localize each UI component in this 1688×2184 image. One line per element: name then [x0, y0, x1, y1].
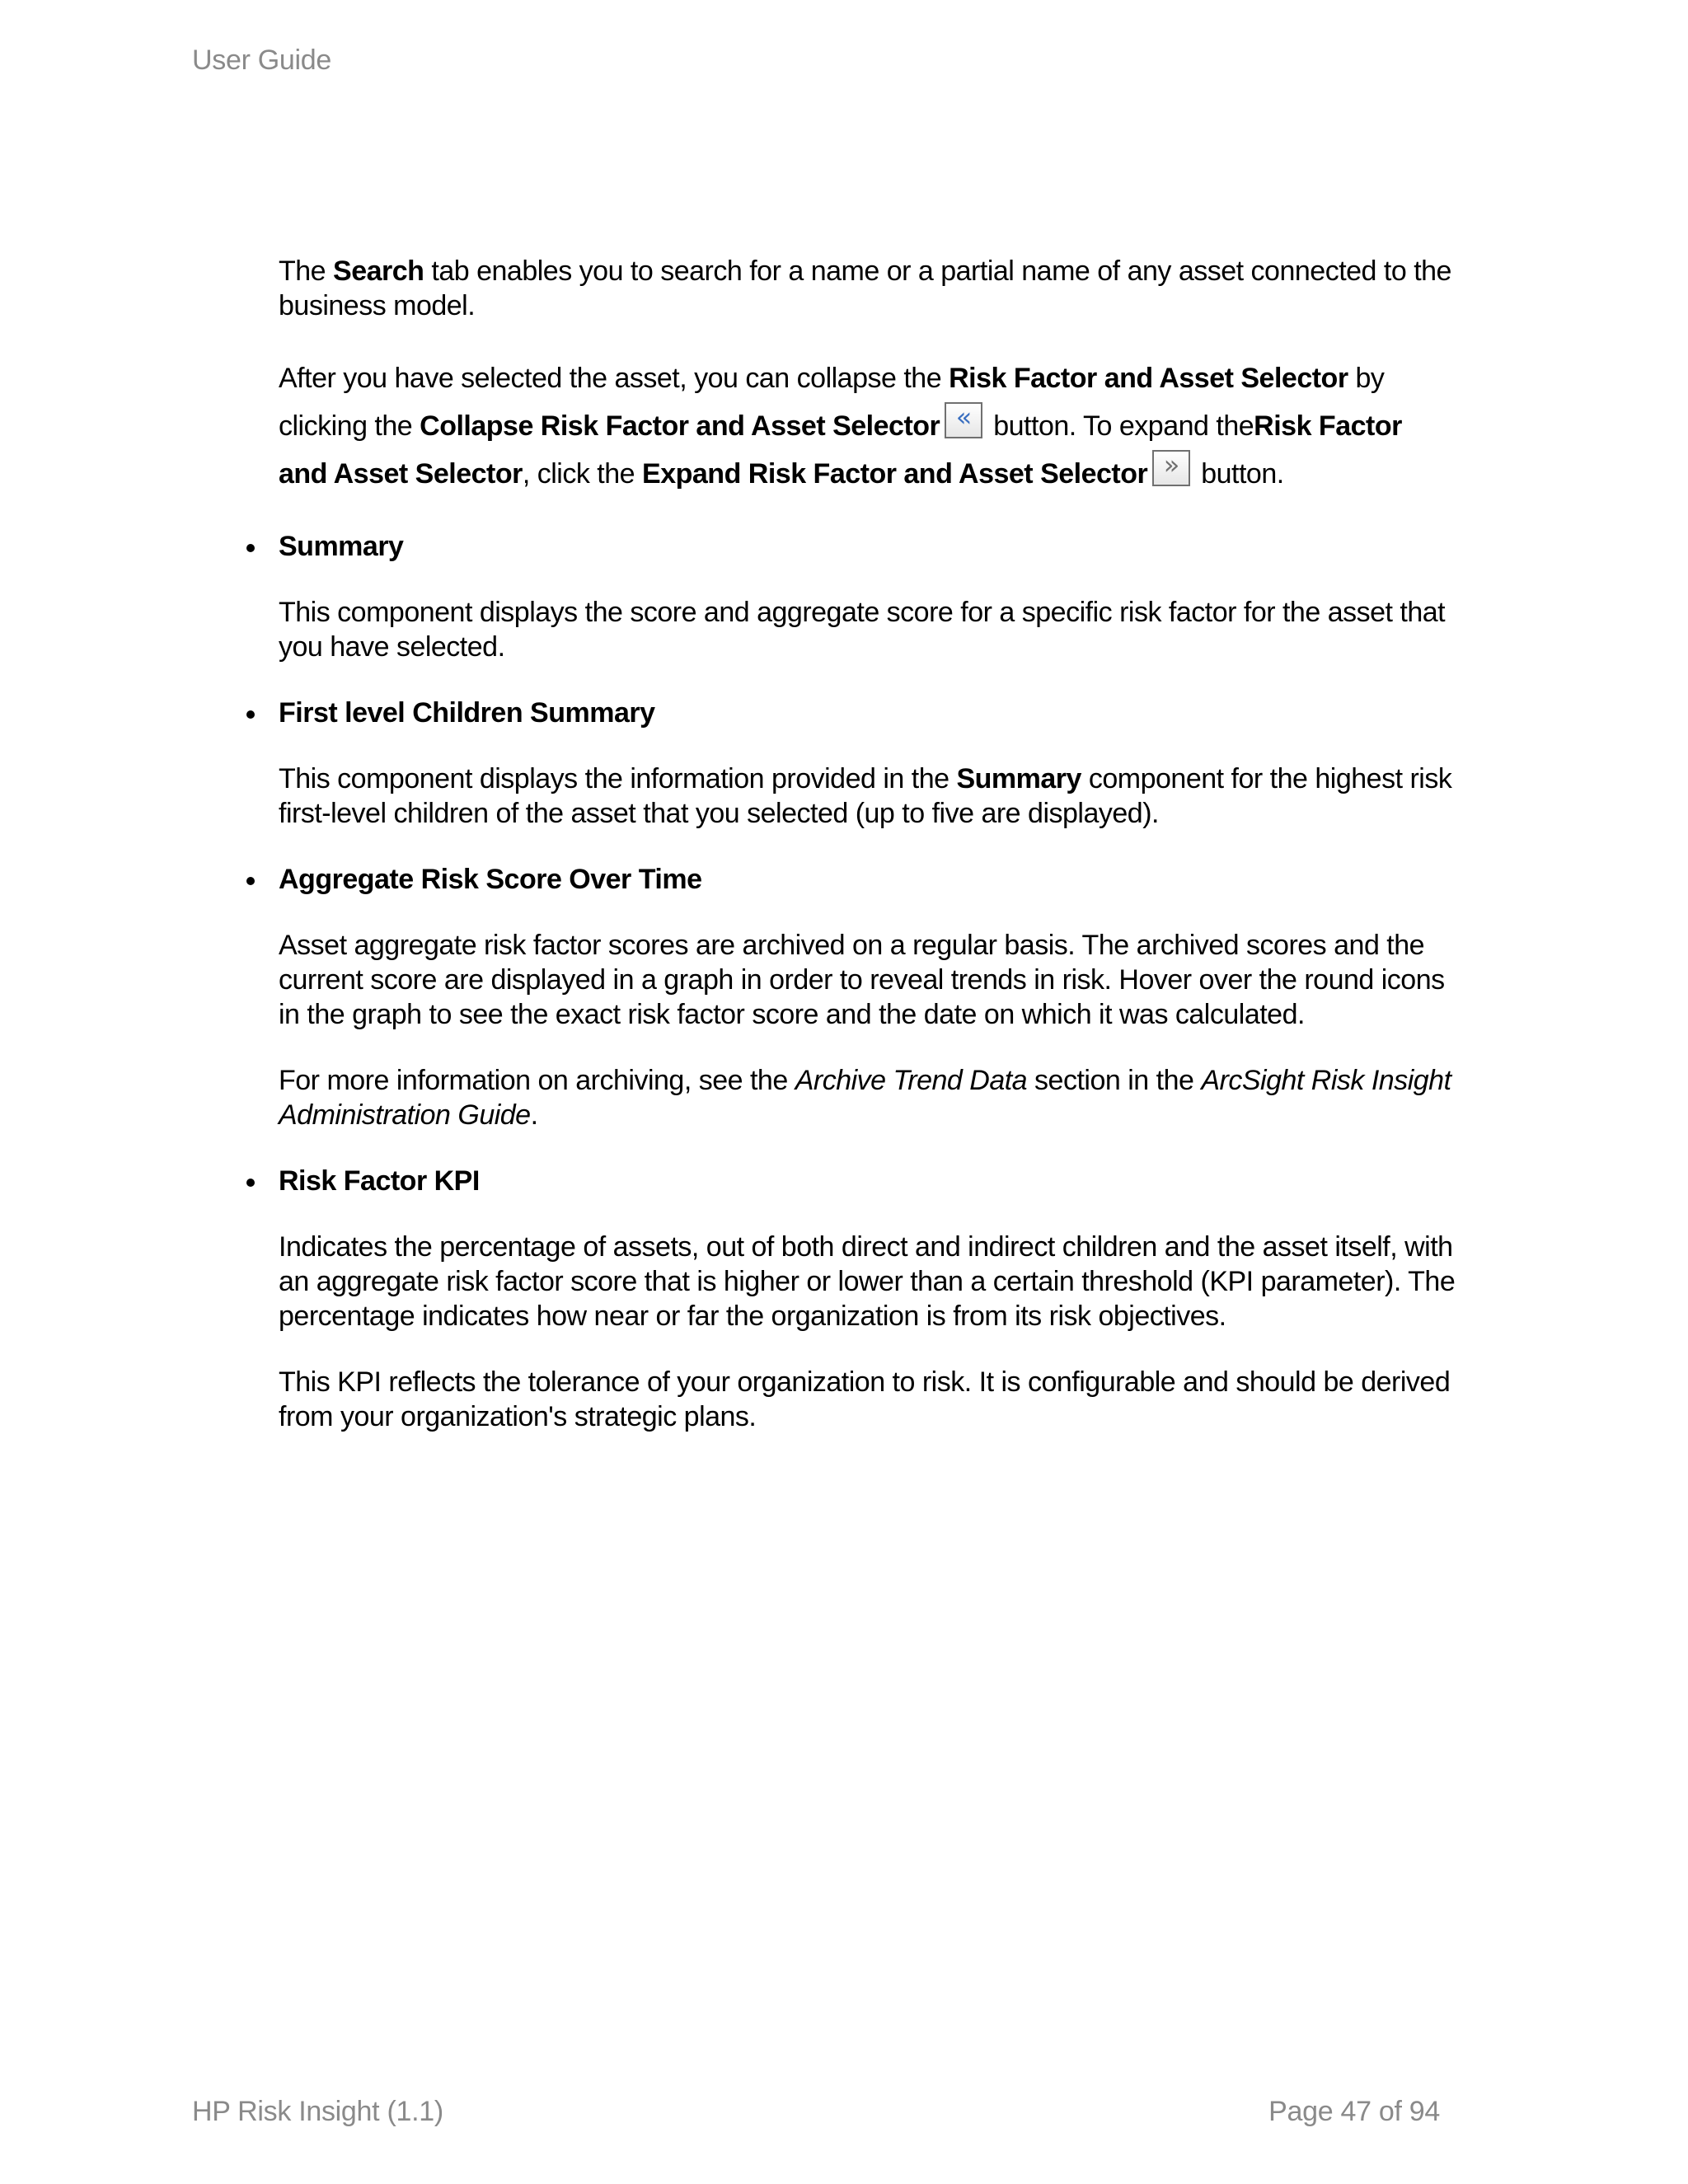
text: button.: [1193, 458, 1284, 490]
aggregate-paragraph: Asset aggregate risk factor scores are archived on a regular basis. The archived scores and the current score are displayed in a graph in order to reveal trends in risk. Hover over the round icons in the graph to see the exact risk factor score and the date on which it was calculated.: [279, 930, 1445, 1030]
bullet-summary: [279, 529, 1457, 564]
text: After you have selected the asset, you can collapse the: [279, 363, 950, 394]
bold-term: Expand Risk Factor and Asset Selector: [642, 458, 1148, 490]
text: by clicking the: [279, 363, 1385, 442]
text: button. To expand the: [986, 410, 1254, 442]
bullet-dot-icon: [246, 710, 255, 719]
document-body: [279, 254, 1457, 1465]
bullet-first-level-children: [279, 696, 1457, 730]
text: This component displays the information provided in the: [279, 763, 957, 794]
double-chevron-right-icon: »: [1163, 449, 1179, 480]
footer-page-number: Page 47 of 94: [1268, 2096, 1440, 2127]
footer-product: HP Risk Insight (1.1): [192, 2096, 443, 2127]
text: section in the: [1027, 1065, 1202, 1096]
bullet-heading: Risk Factor KPI: [279, 1165, 480, 1197]
text: , click the: [522, 458, 643, 490]
bullet-dot-icon: [246, 877, 255, 885]
collapse-selector-icon: [945, 402, 982, 438]
bold-term: Search: [333, 255, 424, 287]
double-chevron-left-icon: «: [955, 401, 972, 433]
bullet-dot-icon: [246, 1179, 255, 1187]
summary-paragraph: This component displays the score and aggregate score for a specific risk factor for the asset that you have selected.: [279, 597, 1446, 663]
italic-reference: ArcSight Risk Insight Administration Guide: [279, 1065, 1451, 1131]
text: tab enables you to search for a name or a partial name of any asset connected to the business model.: [279, 255, 1451, 321]
bold-term: Risk Factor and Asset Selector: [279, 410, 1402, 490]
bullet-risk-factor-kpi: [279, 1164, 1457, 1198]
bullet-heading: First level Children Summary: [279, 697, 655, 729]
bold-term: Summary: [956, 763, 1081, 794]
children-paragraph: [279, 762, 1457, 831]
bullet-heading: Summary: [279, 531, 404, 562]
bullet-aggregate-risk: [279, 862, 1457, 897]
text: The: [279, 255, 334, 287]
collapse-paragraph: [279, 354, 1457, 498]
running-header: User Guide: [192, 45, 331, 76]
text: For more information on archiving, see the: [279, 1065, 795, 1096]
expand-selector-icon: [1152, 450, 1190, 486]
italic-reference: Archive Trend Data: [795, 1065, 1028, 1096]
text: component for the highest risk first-level children of the asset that you selected (up to five are displayed).: [279, 763, 1452, 829]
kpi-paragraph-1: Indicates the percentage of assets, out of both direct and indirect children and the asset itself, with an aggregate risk factor score that is higher or lower than a certain threshold (KPI parameter). The percentage indicates how near or far the organization is from its risk objectives.: [279, 1231, 1456, 1332]
kpi-paragraph-2: This KPI reflects the tolerance of your organization to risk. It is configurable and should be derived from your organization's strategic plans.: [279, 1366, 1451, 1432]
bullet-dot-icon: [246, 544, 255, 552]
bullet-heading: Aggregate Risk Score Over Time: [279, 864, 702, 895]
bold-term: Collapse Risk Factor and Asset Selector: [420, 410, 940, 442]
archiving-paragraph: [279, 1063, 1457, 1132]
search-paragraph: [279, 254, 1457, 323]
text: .: [530, 1099, 538, 1131]
bold-term: Risk Factor and Asset Selector: [949, 363, 1348, 394]
